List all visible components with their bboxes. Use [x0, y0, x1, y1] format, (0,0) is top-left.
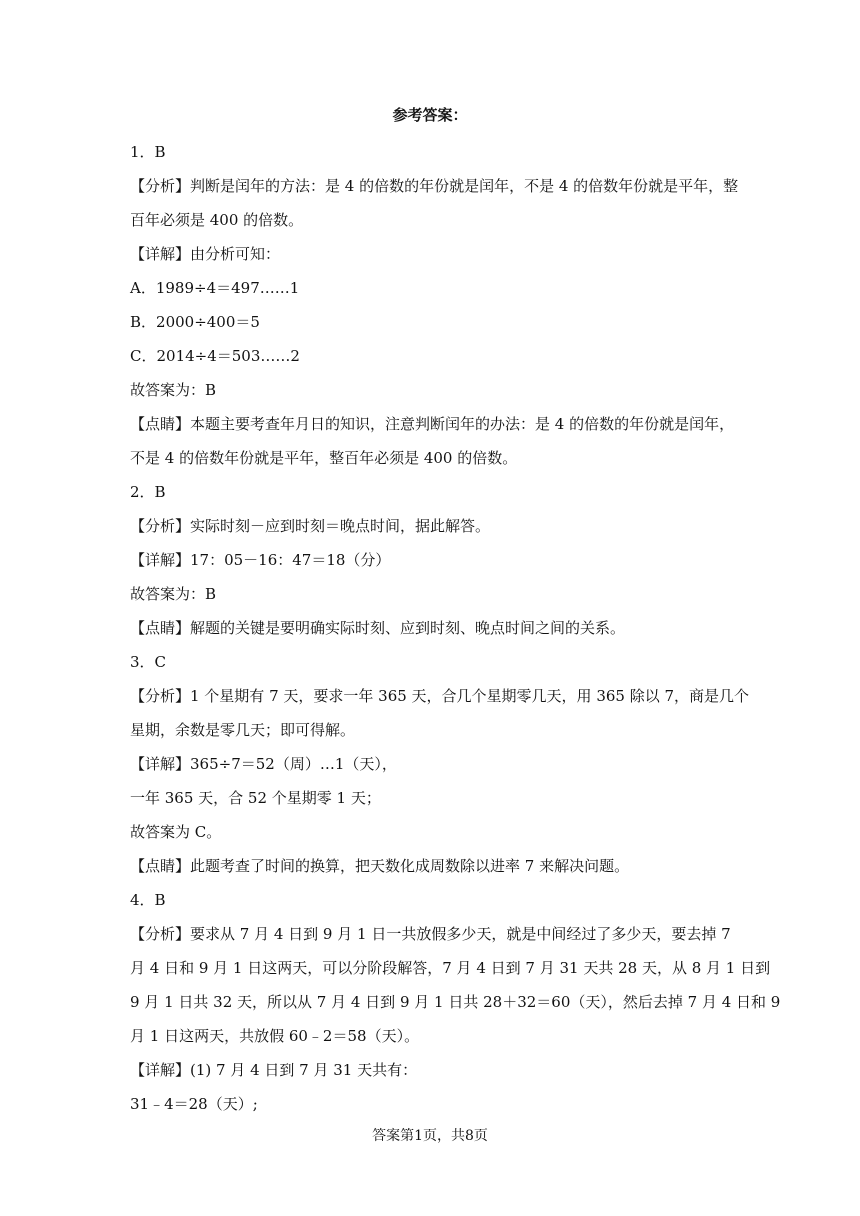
answer-1-option-b: B．2000÷400＝5	[130, 313, 260, 331]
answer-1-detail-intro: 【详解】由分析可知：	[130, 245, 281, 263]
answer-3-analysis-line-1: 【分析】1 个星期有 7 天，要求一年 365 天，合几个星期零几天，用 365 除以 7，商是几个	[130, 687, 750, 705]
answer-1-option-c: C．2014÷4＝503……2	[130, 347, 300, 365]
answer-2-comment: 【点睛】解题的关键是要明确实际时刻、应到时刻、晚点时间之间的关系。	[130, 619, 626, 637]
answer-4-analysis-line-2: 月 4 日和 9 月 1 日这两天，可以分阶段解答，7 月 4 日到 7 月 31 天共 28 天，从 8 月 1 日到	[130, 959, 771, 977]
answer-1-analysis-line-2: 百年必须是 400 的倍数。	[130, 211, 304, 229]
answer-1-comment-line-1: 【点睛】本题主要考查年月日的知识，注意判断闰年的办法：是 4 的倍数的年份就是闰年，	[130, 415, 735, 433]
answer-1-analysis-line-1: 【分析】判断是闰年的方法：是 4 的倍数的年份就是闰年，不是 4 的倍数年份就是平年，整	[130, 177, 739, 195]
answer-1-option-a: A．1989÷4＝497……1	[130, 279, 300, 297]
answer-3-heading: 3．C	[130, 653, 167, 671]
answer-3-conclusion: 故答案为 C。	[130, 823, 222, 841]
answer-content	[130, 135, 781, 1121]
answer-2-detail: 【详解】17：05－16：47＝18（分）	[130, 551, 391, 569]
answer-4-analysis-line-1: 【分析】要求从 7 月 4 日到 9 月 1 日一共放假多少天，就是中间经过了多少天，要去掉 7	[130, 925, 731, 943]
answer-2-heading: 2．B	[130, 483, 166, 501]
page-title: 参考答案：	[392, 106, 468, 124]
answer-2-analysis: 【分析】实际时刻－应到时刻＝晚点时间，据此解答。	[130, 517, 491, 535]
answer-3-comment: 【点睛】此题考查了时间的换算，把天数化成周数除以进率 7 来解决问题。	[130, 857, 630, 875]
answer-4-analysis-line-3: 9 月 1 日共 32 天，所以从 7 月 4 日到 9 月 1 日共 28＋32＝60（天），然后去掉 7 月 4 日和 9	[130, 993, 781, 1011]
answer-4-analysis-line-4: 月 1 日这两天，共放假 60﹣2＝58（天）。	[130, 1027, 420, 1045]
answer-1-comment-line-2: 不是 4 的倍数年份就是平年，整百年必须是 400 的倍数。	[130, 449, 518, 467]
answer-4-detail-line-2: 31﹣4＝28（天）;	[130, 1095, 258, 1113]
answer-3-detail-line-2: 一年 365 天，合 52 个星期零 1 天；	[130, 789, 381, 807]
page-footer: 答案第1页，共8页	[372, 1128, 488, 1144]
answer-3-analysis-line-2: 星期，余数是零几天；即可得解。	[130, 721, 356, 739]
answer-1-conclusion: 故答案为：B	[130, 381, 217, 399]
answer-4-detail-line-1: 【详解】(1) 7 月 4 日到 7 月 31 天共有：	[130, 1061, 418, 1079]
answer-1-heading: 1．B	[130, 143, 166, 161]
answer-4-heading: 4．B	[130, 891, 166, 909]
answer-3-detail-line-1: 【详解】365÷7＝52（周）…1（天），	[130, 755, 397, 773]
answer-2-conclusion: 故答案为：B	[130, 585, 217, 603]
